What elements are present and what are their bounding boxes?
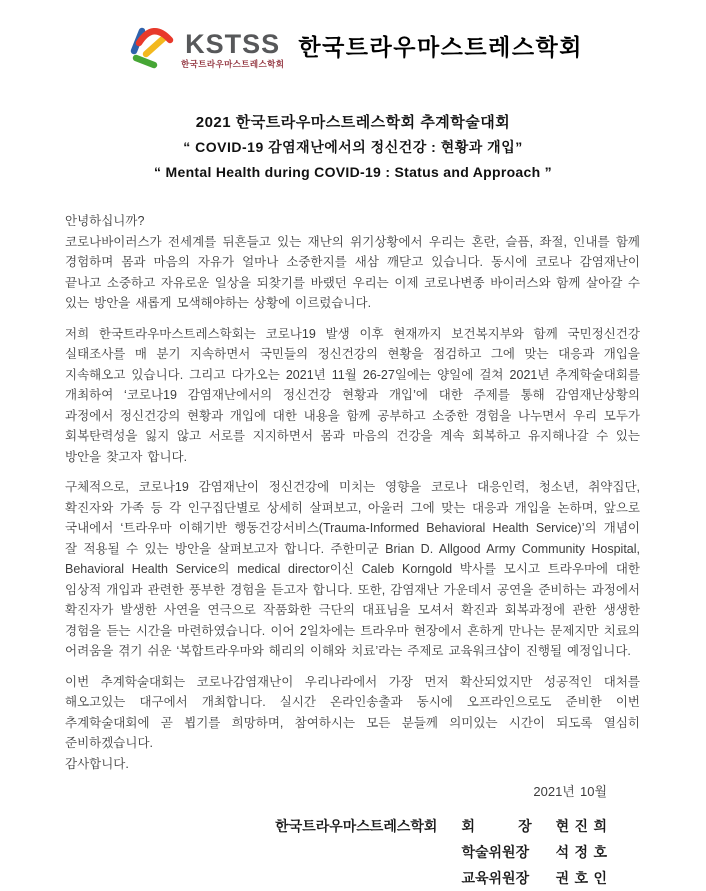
signature-org: 한국트라우마스트레스학회	[275, 817, 438, 834]
paragraph-4: 이번 추계학술대회는 코로나감염재난이 우리나라에서 가장 먼저 확산되었지만 성공적인 대처를 해오고있는 대구에서 개최합니다. 실시간 온라인송출과 동시에 오프라인으로도 준비한 이번 추계학술대회에 곧 뵙기를 희망하며, 참여하시는 모든 분들께 의미있는 시간이 되도록 열심히 준비하겠습니다.	[65, 674, 640, 750]
signature-name-president: 현 진 희	[555, 817, 607, 834]
letter-body	[65, 211, 640, 891]
paragraph-3: 구체적으로, 코로나19 감염재난이 정신건강에 미치는 영향을 코로나 대응인력, 청소년, 취약집단, 확진자와 가족 등 각 인구집단별로 상세히 살펴보고, 아울러 그에 맞는 대응과 개입을 논하며, 앞으로 국내에서 ‘트라우마 이해기반 행동건강서비스(Trauma-Informed Behavioral Health Service)’의 개념이 잘 적용될 수 있는 방안을 살펴보고자 합니다. 주한미군 Brian D. Allgood Army Community Hospital, Behavioral Health Service의 medical director이신 Caleb Korngold 박사를 모시고 트라우마에 대한 임상적 개입과 관련한 풍부한 경험을 듣고자 합니다. 또한, 감염재난 가운데서 공연을 준비하는 과정에서 확진자가 발생한 사연을 연극으로 작품화한 극단의 대표님을 모셔서 확진과 회복과정에 관한 생생한 경험을 듣는 시간을 마련하였습니다. 이어 2일차에는 트라우마 현장에서 흔하게 만나는 문제지만 치료의 어려움을 겪기 쉬운 ‘복합트라우마와 해리의 이해와 치료’라는 주제로 교육워크샵이 진행될 예정입니다.	[65, 480, 640, 658]
signature-grid	[275, 813, 607, 891]
kstss-logo-icon	[123, 20, 177, 70]
signature-role-education-chair: 교육위원장	[461, 869, 530, 886]
org-title: 한국트라우마스트레스학회	[298, 33, 583, 60]
greeting: 안녕하십니까?	[65, 214, 145, 228]
logo-subtext: 한국트라우마스트레스학회	[181, 58, 285, 69]
paragraph-1: 코로나바이러스가 전세계를 뒤흔들고 있는 재난의 위기상황에서 우리는 혼란, 슬픔, 좌절, 인내를 함께 경험하며 몸과 마음의 자유가 얼마나 소중한지를 새삼 깨닫고 있습니다. 동시에 코로나 감염재난이 끝나고 소중하고 자유로운 일상을 되찾기를 바랬던 우리는 이제 코로나변종 바이러스와 함께 살아갈 수 있는 방안을 새롭게 모색해야하는 상황에 이르렀습니다.	[65, 234, 640, 310]
signature-role-president: 회 장	[461, 817, 532, 834]
kstss-logo	[123, 20, 284, 70]
signature-role-academic-chair: 학술위원장	[461, 843, 530, 860]
conference-subtitle-english: “ Mental Health during COVID-19 : Status and Approach ”	[154, 164, 552, 180]
conference-title-block	[0, 110, 706, 185]
letterhead	[0, 14, 706, 76]
signature-name-academic-chair: 석 정 호	[555, 843, 607, 860]
logo-acronym: KSTSS	[185, 28, 281, 59]
kstss-logo-text	[181, 28, 285, 71]
conference-title: 2021 한국트라우마스트레스학회 추계학술대회	[195, 114, 511, 131]
signature-name-education-chair: 권 호 인	[555, 869, 607, 886]
closing-thanks: 감사합니다.	[65, 756, 129, 771]
signature-block	[65, 813, 640, 891]
paragraph-2: 저희 한국트라우마스트레스학회는 코로나19 발생 이후 현재까지 보건복지부와 함께 국민정신건강 실태조사를 매 분기 지속하면서 국민들의 정신건강의 현황을 점검하고 그에 맞는 대응과 개입을 지속해오고 있습니다. 그리고 다가오는 2021년 11월 26-27일에는 양일에 걸쳐 2021년 추계학술대회를 개최하여 ‘코로나19 감염재난에서의 정신건강 현황과 개입’에 대한 주제를 통해 감염재난상황의 과정에서 정신건강의 현황과 개입에 대한 내용을 함께 공부하고 소중한 경험을 나누면서 우리 모두가 회복탄력성을 잃지 않고 서로를 지지하면서 몸과 마음의 건강을 계속 회복하고 유지해나갈 수 있는 방안을 찾고자 합니다.	[65, 326, 640, 464]
date-line: 2021년 10월	[533, 784, 607, 799]
conference-subtitle-korean: “ COVID-19 감염재난에서의 정신건강 : 현황과 개입”	[183, 139, 523, 155]
